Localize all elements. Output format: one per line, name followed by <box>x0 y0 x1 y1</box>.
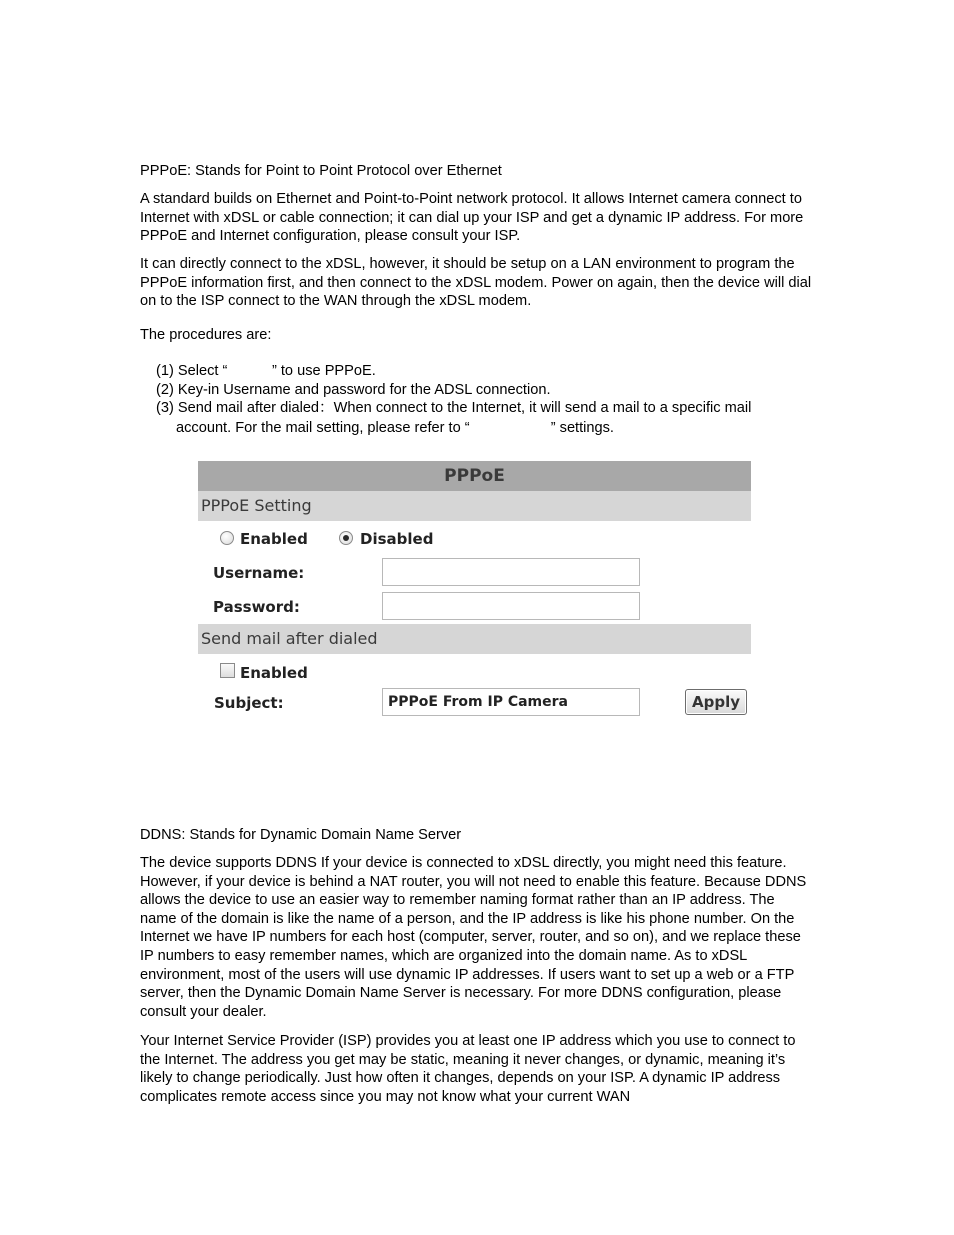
procedure-step-2: (2) Key-in Username and password for the ADSL connection. <box>156 381 551 398</box>
subject-label: Subject: <box>214 694 284 712</box>
pppoe-heading: PPPoE: Stands for Point to Point Protocol over Ethernet <box>140 163 502 179</box>
mail-enabled-label: Enabled <box>240 664 308 682</box>
ddns-heading: DDNS: Stands for Dynamic Domain Name Server <box>140 827 462 843</box>
pppoe-paragraph-2: It can directly connect to the xDSL, however, it should be setup on a LAN environment to program the PPPoE information first, and then connect to the xDSL modem. Power on again, then the device will dial on to the ISP connect to the WAN through the xDSL modem. <box>140 256 812 310</box>
apply-button[interactable]: Apply <box>685 689 747 715</box>
procedure-step-3: (3) Send mail after dialed：When connect to the Internet, it will send a mail to a specific mail <box>156 400 752 417</box>
panel-title: PPPoE <box>198 461 751 491</box>
procedures-intro: The procedures are: <box>140 327 272 343</box>
procedure-list <box>156 362 816 437</box>
ddns-paragraph-1: The device supports DDNS If your device is connected to xDSL directly, you might need this feature. However, if your device is behind a NAT router, you will not need to enable this feature. Because DDNS allows the device to use an easier way to remember naming format rather than an IP address. The name of the domain is like the name of a person, and the IP address is like his phone number. On the Internet we have IP numbers for each host (computer, server, router, and so on), and we replace these IP numbers to easy remember names, which are organized into the domain name. As to xDSL environment, most of the users will use dynamic IP addresses. If users want to set up a web or a FTP server, then the Dynamic Domain Name Server is necessary. For more DDNS configuration, please consult your dealer. <box>140 855 807 1020</box>
enabled-radio[interactable] <box>220 531 234 545</box>
pppoe-setting-header: PPPoE Setting <box>198 491 751 521</box>
password-label: Password: <box>213 598 300 616</box>
pppoe-paragraph-1: A standard builds on Ethernet and Point-to-Point network protocol. It allows Internet camera connect to Internet with xDSL or cable connection; it can dial up your ISP and get a dynamic IP address. For more PPPoE and Internet configuration, please consult your ISP. <box>140 191 804 245</box>
enabled-radio-label: Enabled <box>240 530 308 548</box>
disabled-radio-label: Disabled <box>360 530 434 548</box>
username-input[interactable] <box>382 558 640 586</box>
send-mail-header: Send mail after dialed <box>198 624 751 654</box>
subject-input[interactable]: PPPoE From IP Camera <box>382 688 640 716</box>
password-input[interactable] <box>382 592 640 620</box>
pppoe-settings-panel <box>198 461 751 721</box>
mail-enabled-checkbox[interactable] <box>220 663 235 678</box>
username-label: Username: <box>213 564 305 582</box>
ddns-paragraph-2: Your Internet Service Provider (ISP) provides you at least one IP address which you use to connect to the Internet. The address you get may be static, meaning it never changes, or dynamic, meaning it’s likely to change periodically. Just how often it changes, depends on your ISP. A dynamic IP address complicates remote access since you may not know what your current WAN <box>140 1033 796 1105</box>
procedure-step-1: (1) Select “ ” to use PPPoE. <box>156 363 376 379</box>
procedure-step-3-continued: account. For the mail setting, please refer to “ ” settings. <box>176 419 614 436</box>
disabled-radio[interactable] <box>339 531 353 545</box>
